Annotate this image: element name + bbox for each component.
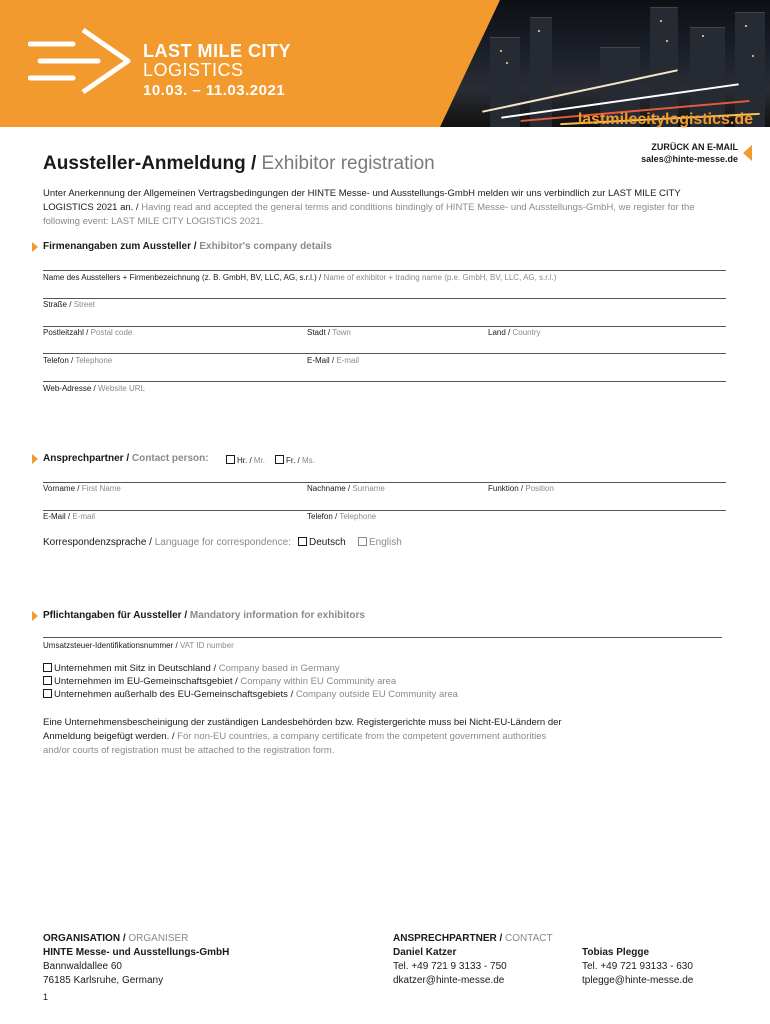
page-number: 1: [43, 992, 49, 1002]
position-field[interactable]: Funktion / Position: [488, 484, 554, 493]
footer-contact-2: Tobias Plegge Tel. +49 721 93133 - 630 tplegge@hinte-messe.de: [582, 947, 694, 986]
event-dates: 10.03. – 11.03.2021: [143, 82, 286, 99]
certificate-note: Eine Unternehmensbescheinigung der zuständigen Landesbehörden bzw. Registergerichte muss bei Nicht-EU-Ländern der Anmeldung beigefügt werden. / For non-EU countries, a company certificate from the competent government authorities and/or courts of registration must be attached to the registration form.: [43, 717, 562, 756]
surname-field[interactable]: Nachname / Surname: [307, 484, 385, 493]
vat-id-field[interactable]: Umsatzsteuer-Identifikationsnummer / VAT ID number: [43, 641, 234, 650]
header-banner: [0, 0, 770, 127]
company-germany-checkbox[interactable]: Unternehmen mit Sitz in Deutschland / Company based in Germany: [43, 663, 340, 674]
logo-arrow-icon: [28, 26, 138, 96]
contact-email-link[interactable]: tplegge@hinte-messe.de: [582, 975, 694, 986]
brand-line1: LAST MILE CITY: [143, 41, 291, 61]
language-deutsch-checkbox[interactable]: Deutsch: [298, 537, 346, 548]
website-link[interactable]: lastmilecitylogistics.de: [577, 111, 753, 128]
back-arrow-icon: [743, 145, 752, 161]
street-field[interactable]: Straße / Street: [43, 300, 96, 309]
email-field[interactable]: E-Mail / E-mail: [307, 356, 360, 365]
language-label: Korrespondenzsprache / Language for correspondence:: [43, 537, 291, 548]
title-en: Exhibitor registration: [261, 153, 435, 174]
company-eu-checkbox[interactable]: Unternehmen im EU-Gemeinschaftsgebiet / Company within EU Community area: [43, 676, 396, 687]
section-arrow-icon: [32, 242, 38, 252]
city-field[interactable]: Stadt / Town: [307, 328, 351, 337]
brand-line2: LOGISTICS: [143, 60, 244, 80]
back-to-email-button[interactable]: [641, 141, 738, 165]
website-field[interactable]: Web-Adresse / Website URL: [43, 384, 145, 393]
postal-code-field[interactable]: Postleitzahl / Postal code: [43, 328, 133, 337]
contact-email-link[interactable]: dkatzer@hinte-messe.de: [393, 975, 505, 986]
footer-contact-1: ANSPRECHPARTNER / CONTACT Daniel Katzer Tel. +49 721 9 3133 - 750 dkatzer@hinte-messe.de: [393, 933, 553, 986]
salutation-ms-checkbox[interactable]: Fr. / Ms.: [275, 455, 315, 465]
country-field[interactable]: Land / Country: [488, 328, 541, 337]
footer-organiser: ORGANISATION / ORGANISER HINTE Messe- und Ausstellungs-GmbH Bannwaldallee 60 76185 Karlsruhe, Germany: [43, 933, 230, 986]
section-contact-title: Ansprechpartner / Contact person:: [43, 453, 209, 464]
section-arrow-icon: [32, 454, 38, 464]
first-name-field[interactable]: Vorname / First Name: [43, 484, 121, 493]
company-non-eu-checkbox[interactable]: Unternehmen außerhalb des EU-Gemeinschaftsgebiets / Company outside EU Community area: [43, 689, 458, 700]
title-de: Aussteller-Anmeldung /: [43, 153, 262, 174]
phone-field[interactable]: Telefon / Telephone: [43, 356, 113, 365]
section-company-title: Firmenangaben zum Aussteller / Exhibitor's company details: [43, 241, 332, 252]
salutation-mr-checkbox[interactable]: Hr. / Mr.: [226, 455, 265, 465]
back-email: sales@hinte-messe.de: [641, 154, 738, 164]
company-name-field[interactable]: Name des Ausstellers + Firmenbezeichnung (z. B. GmbH, BV, LLC, AG, s.r.l.) / Name of exhibitor + trading name (p.e. GmbH, BV, LLC, AG, s.r.l.): [43, 273, 557, 282]
contact-email-field[interactable]: E-Mail / E-mail: [43, 512, 96, 521]
contact-phone-field[interactable]: Telefon / Telephone: [307, 512, 377, 521]
section-mandatory-title: Pflichtangaben für Aussteller / Mandatory information for exhibitors: [43, 610, 365, 621]
section-arrow-icon: [32, 611, 38, 621]
page-title: [43, 153, 435, 175]
intro-text: Unter Anerkennung der Allgemeinen Vertragsbedingungen der HINTE Messe- und Ausstellungs-GmbH melden wir uns verbindlich zur LAST MILE CITY LOGISTICS 2021 an. / Having read and accepted the general terms and conditions bindingly of HINTE Messe- und Ausstellungs-GmbH, we register for the following event: LAST MILE CITY LOGISTICS 2021.: [43, 188, 695, 227]
language-english-checkbox[interactable]: English: [358, 537, 402, 548]
back-label: ZURÜCK AN E-MAIL: [651, 142, 738, 152]
